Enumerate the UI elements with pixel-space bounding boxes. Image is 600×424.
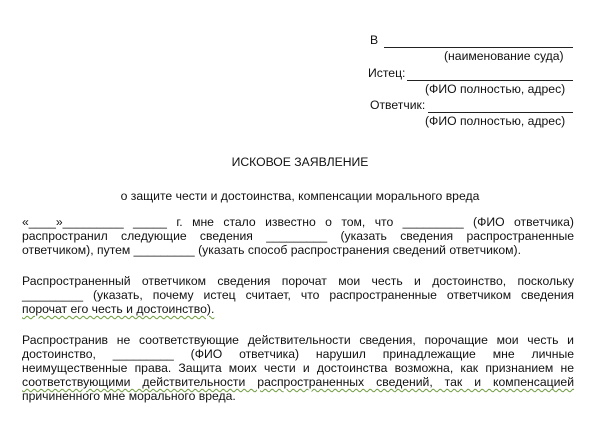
paragraph-2-line-3-text: порочат его честь и достоинство). [22, 302, 215, 316]
plaintiff-blank [407, 80, 573, 81]
defendant-blank [428, 112, 573, 113]
paragraph-3 [22, 333, 574, 403]
plaintiff-hint: (ФИО полностью, адрес) [425, 82, 566, 96]
court-blank [384, 47, 573, 48]
paragraph-2-line-1: Распространенный ответчиком сведения порочат мои честь и достоинство, поскольку [22, 274, 574, 288]
court-prefix: В [370, 33, 379, 47]
plaintiff-label: Истец: [368, 66, 406, 80]
paragraph-3-line-1: Распространив не соответствующие действительности сведения, порочащие мои честь и [22, 333, 574, 347]
defendant-hint: (ФИО полностью, адрес) [425, 114, 566, 128]
paragraph-3-line-4 [22, 375, 574, 389]
paragraph-3-line-3: неимущественные права. Защита моих чести и достоинства возможна, как признанием не [22, 361, 574, 375]
paragraph-2 [22, 274, 574, 316]
paragraph-1 [22, 215, 574, 257]
defendant-label: Ответчик: [370, 98, 426, 112]
document-subtitle: о защите чести и достоинства, компенсации морального вреда [120, 189, 480, 203]
paragraph-1-line-1: «____»_________ _____ г. мне стало известно о том, что _________ (ФИО ответчика) [22, 215, 574, 229]
paragraph-1-line-2: распространил следующие сведения _________ (указать сведения распространенные [22, 229, 574, 243]
paragraph-2-line-3 [22, 302, 574, 316]
paragraph-3-line-4-text: соответствующими действительности распространенных сведений, так и компенсацией [22, 375, 574, 389]
court-hint: (наименование суда) [444, 49, 564, 63]
document-title: ИСКОВОЕ ЗАЯВЛЕНИЕ [231, 155, 369, 169]
paragraph-3-line-2: достоинство, _________ (ФИО ответчика) нарушил принадлежащие мне личные [22, 347, 574, 361]
paragraph-3-line-5: причиненного мне морального вреда. [22, 389, 236, 403]
paragraph-1-line-3: ответчиком), путем _________ (указать способ распространения сведений ответчиком). [22, 243, 521, 257]
paragraph-2-line-2: _________ (указать, почему истец считает, что распространенные ответчиком сведения [22, 288, 574, 302]
